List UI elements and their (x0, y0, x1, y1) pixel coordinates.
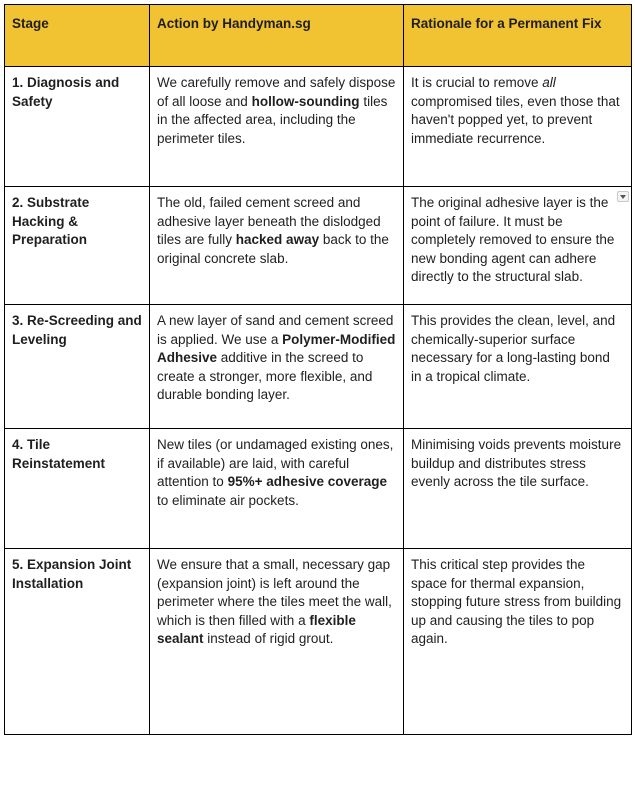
action-cell (150, 187, 404, 305)
text-run: compromised tiles, even those that haven't popped yet, to prevent immediate recurrence. (411, 93, 620, 146)
header-stage: Stage (5, 5, 150, 67)
stage-cell: 1. Diagnosis and Safety (5, 67, 150, 187)
text-run: back to the original concrete slab. (157, 232, 389, 266)
bold-text: Polymer-Modified Adhesive (157, 331, 396, 366)
rationale-cell (404, 549, 632, 735)
table-row (5, 429, 632, 549)
text-run: Minimising voids prevents moisture buildup and distributes stress evenly across the tile surface. (411, 437, 622, 490)
text-run: New tiles (or undamaged existing ones, if available) are laid, with careful attention to (157, 437, 394, 490)
stage-cell: 4. Tile Reinstatement (5, 429, 150, 549)
header-rationale: Rationale for a Permanent Fix (404, 5, 632, 67)
table-row (5, 187, 632, 305)
repair-process-table (4, 4, 632, 735)
action-cell (150, 549, 404, 735)
bold-text: flexible sealant (157, 612, 356, 647)
text-run: additive in the screed to create a stronger, more flexible, and durable bonding layer. (157, 350, 373, 403)
text-run: This critical step provides the space for thermal expansion, stopping future stress from building up and causing the tiles to pop again. (411, 557, 622, 647)
rationale-cell (404, 305, 632, 429)
table-row (5, 305, 632, 429)
text-run: We carefully remove and safely dispose of all loose and (157, 75, 396, 109)
text-run: to eliminate air pockets. (157, 492, 299, 508)
header-action: Action by Handyman.sg (150, 5, 404, 67)
text-run: tiles in the affected area, including the perimeter tiles. (157, 93, 388, 146)
cell-dropdown-icon[interactable] (617, 191, 629, 202)
text-run: A new layer of sand and cement screed is applied. We use a (157, 313, 394, 347)
bold-text: hacked away (235, 232, 320, 248)
text-run: We ensure that a small, necessary gap (expansion joint) is left around the perimeter where the tiles meet the wall, which is then filled with a (157, 557, 392, 628)
action-cell (150, 305, 404, 429)
table-row (5, 549, 632, 735)
text-run: The old, failed cement screed and adhesive layer beneath the dislodged tiles are fully (157, 195, 381, 248)
rationale-cell (404, 187, 632, 305)
rationale-text (411, 195, 614, 284)
italic-text: all (542, 75, 556, 90)
header-row (5, 5, 632, 67)
bold-text: hollow-sounding (251, 93, 360, 109)
text-run: The original adhesive layer is the point of failure. It must be completely removed to ensure the new bonding agent can adhere directly to the structural slab. (411, 195, 615, 285)
text-run: instead of rigid grout. (203, 631, 334, 647)
rationale-cell (404, 67, 632, 187)
stage-cell: 2. Substrate Hacking & Preparation (5, 187, 150, 305)
stage-cell: 3. Re-Screeding and Leveling (5, 305, 150, 429)
text-run: This provides the clean, level, and chemically-superior surface necessary for a long-lasting bond in a tropical climate. (411, 313, 616, 384)
action-cell (150, 67, 404, 187)
stage-cell: 5. Expansion Joint Installation (5, 549, 150, 735)
action-cell (150, 429, 404, 549)
rationale-cell (404, 429, 632, 549)
bold-text: 95%+ adhesive coverage (227, 474, 388, 490)
text-run: It is crucial to remove (411, 75, 543, 90)
table-row (5, 67, 632, 187)
